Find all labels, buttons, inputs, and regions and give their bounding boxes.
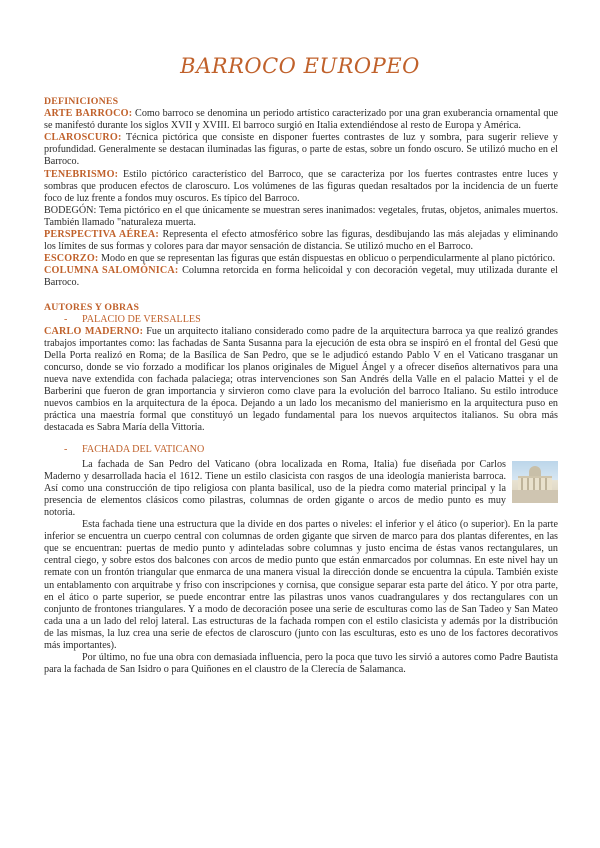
document-body xyxy=(44,96,558,676)
fachada-paragraph-1: La fachada de San Pedro del Vaticano (obra localizada en Roma, Italia) fue diseñada por Carlos Maderno y desarrollada hacia el 1612. Tiene un estilo clasicista con rasgos de una ideología manierista barroca. Así como una construcción de tipo religiosa con planta basilical, uso de la piedra como material principal y la presencia de elementos clásicos como pilastras, columnas de orden gigante o arcos de medio punto es muy notoria. xyxy=(44,458,506,518)
section-heading-definiciones: DEFINICIONES xyxy=(44,96,119,107)
subsection-fachada-vaticano xyxy=(64,444,558,456)
subsection-label: PALACIO DE VERSALLES xyxy=(82,313,201,325)
definition-perspectiva-aerea xyxy=(44,229,558,253)
definition-escorzo xyxy=(44,253,558,265)
definition-bodegon xyxy=(44,205,558,229)
subsection-palacio-versalles xyxy=(64,314,558,326)
definition-text: Técnica pictórica que consiste en disponer fuertes contrastes de luz y sombra, para sugerir relieve y profundidad. Generalmente se destacan iluminadas las figuras, o parte de estas, sobre un fondo oscuro. Se utilizó mucho en el Barroco. xyxy=(44,132,558,168)
definition-columna-salomonica xyxy=(44,265,558,289)
definition-tenebrismo xyxy=(44,169,558,205)
definition-term: ESCORZO: xyxy=(44,253,99,265)
list-dash: - xyxy=(64,443,68,455)
page-title: BARROCO EUROPEO xyxy=(180,54,420,78)
section-heading-autores: AUTORES Y OBRAS xyxy=(44,301,140,313)
definition-term: TENEBRISMO: xyxy=(44,168,119,180)
fachada-paragraph-2: Esta fachada tiene una estructura que la divide en dos partes o niveles: el inferior y el ático (o superior). En la parte inferior se encuentra un cuerpo central con columnas de orden gigante que sirven de marco para dos plantas diferentes, en las que se encuentran: puertas de medio punto y adinteladas sobre columnas y justo encima de éstas vanos rectangulares, un central ciego, y sobre estos dos balcones con arcos de medio punto que están enmarcados por columnas. En este nivel hay un remate con un frontón triangular que enmarca de una manera visual la dirección donde se encuentra la cúpula. También existe un entablamento con arquitrabe y friso con inscripciones y cornisa, que consigue separar esta parte del ático. Y por otra parte, en el ático o parte superior, se puede encontrar entre las pilastras unos vanos cuadrangulares y dos rectangulares con un conjunto de frontones triangulares. Y a modo de decoración posee una serie de esculturas como las de San Tadeo y San Mateo cada una a un lado del reloj lateral. Las estructuras de la fachada rompen con el estilo clasicista y además por la distribución de las mismas, la luz crea una serie de efectos de claroscuro (junto con las esculturas, esto es uno de los factores decorativos más importantes). xyxy=(44,519,558,652)
definition-term: CLAROSCURO: xyxy=(44,132,122,144)
list-dash: - xyxy=(64,313,68,325)
definition-term: PERSPECTIVA AÉREA: xyxy=(44,229,159,241)
definition-text: Estilo pictórico característico del Barroco, que se caracteriza por los fuertes contrastes entre luces y sombras que producen efectos de claroscuro. Los volúmenes de las figuras quedan resaltados por la incidencia de un fuerte foco de luz frente a fondos muy oscuros. Es típico del Barroco. xyxy=(44,168,558,204)
definition-text: Columna retorcida en forma helicoidal y con decoración vegetal, muy utilizada durante el Barroco. xyxy=(44,265,558,289)
author-carlo-maderno xyxy=(44,326,558,435)
author-term: CARLO MADERNO: xyxy=(44,325,144,337)
definition-arte-barroco xyxy=(44,108,558,132)
definition-text: Modo en que se representan las figuras que están dispuestas en oblicuo o perpendicularmente al plano pictórico. xyxy=(98,253,556,265)
definition-claroscuro xyxy=(44,132,558,168)
definition-term: ARTE BARROCO: xyxy=(44,108,133,120)
subsection-label: FACHADA DEL VATICANO xyxy=(82,443,205,455)
author-text: Fue un arquitecto italiano considerado como padre de la arquitectura barroca ya que realizó grandes trabajos importantes como: las fachadas de Santa Susanna para la ejecución de esta obra se inspiró en el frontal del Gesú que Della Porta realizó en Roma; de la Basílica de San Pedro, que se le adjudicó estando Pablo V en el Vaticano trasganar un concurso, donde se vio forzado a modificar los planos originales de Miguel Ángel y a ofrecer diseños alternativos para una nueva nave extendida con fachada palaciega; otras intervenciones son San Andrés della Valle en el palacio Mattei y el de Barberini que fueron de gran importancia y sirvieron como clave para la evolución del barroco Italiano. Su estilo introduce nuevos cambios en la arquitectura de la época. Dejando a un lado los mecanismo del manierismo en la arquitectura puso en práctica una maestría formal que constituyó un legado fundamental para los nuevos arquitectos italianos. Su obra más destacada es Sabra María della Vittoria. xyxy=(44,325,558,434)
definition-text: Como barroco se denomina un periodo artístico caracterizado por una gran exuberancia ornamental que se manifestó durante los siglos XVII y XVIII. El barroco surgió en Italia extendiéndose al resto de Europa y América. xyxy=(44,108,559,132)
definition-term: COLUMNA SALOMÓNICA: xyxy=(44,265,179,277)
fachada-paragraph-3: Por último, no fue una obra con demasiada influencia, pero la poca que tuvo les sirvió a autores como Padre Bautista para la fachada de San Isidro o para Quiñones en el claustro de la Clerecía de Salamanca. xyxy=(44,652,558,676)
definition-text: Representa el efecto atmosférico sobre las figuras, desdibujando las más alejadas y eliminando los límites de sus formas y colores para dar mayor sensación de distancia. Se utilizó mucho en el Barroco. xyxy=(44,229,558,253)
definition-text: BODEGÓN: Tema pictórico en el que únicamente se muestran seres inanimados: vegetales, frutas, objetos, animales muertos. También llamado "naturaleza muerta. xyxy=(44,204,558,228)
vatican-facade-photo xyxy=(512,461,558,503)
